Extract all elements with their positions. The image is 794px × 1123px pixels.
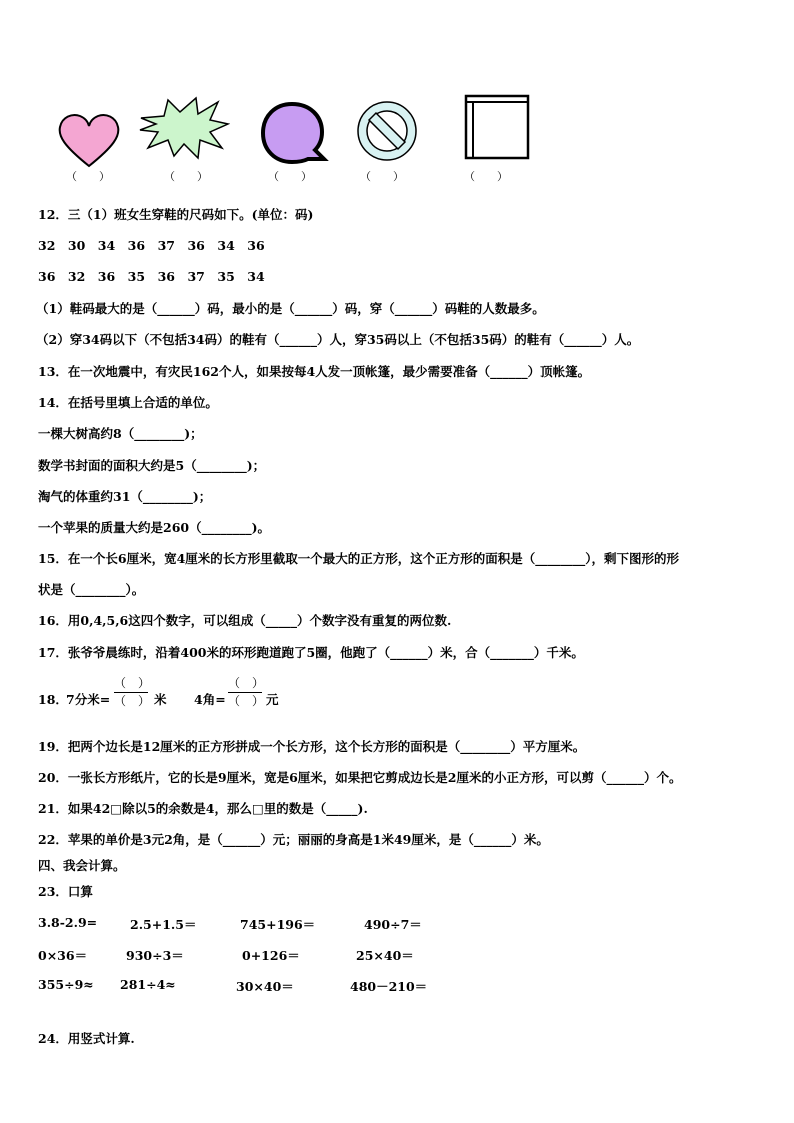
calc-r3-c1: 355÷9≈ (38, 977, 94, 992)
q12-sub1: （1）鞋码最大的是（______）码，最小的是（______）码，穿（______）码鞋的人数最多。 (36, 301, 545, 316)
q15-line1: 15．在一个长6厘米，宽4厘米的长方形里截取一个最大的正方形，这个正方形的面积是（________），剩下图形的形 (38, 551, 680, 566)
speech-bubble-shape-icon (258, 100, 330, 166)
q18-right-fraction-bar (228, 692, 262, 693)
frame-square-shape-icon (464, 94, 530, 160)
heart-shape-icon (54, 110, 124, 170)
q14-b: 数学书封面的面积大约是5（________)； (38, 458, 266, 473)
calc-r2-c1: 0×36＝ (38, 948, 88, 963)
q18-right-prefix: 4角= (194, 692, 226, 707)
calc-r3-c4: 480－210＝ (350, 979, 428, 994)
explosion-star-shape-icon (138, 96, 230, 160)
q12-row2: 36 32 36 35 36 37 35 34 (38, 269, 265, 284)
shape-answer-paren-1[interactable]: （ ） (66, 170, 110, 183)
q12-sub2: （2）穿34码以下（不包括34码）的鞋有（______）人，穿35码以上（不包括35码）的鞋有（______）人。 (36, 332, 640, 347)
q21: 21．如果42□除以5的余数是4，那么□里的数是（_____). (38, 801, 368, 816)
q18-label: 18． (38, 692, 68, 707)
q18-left-numerator[interactable]: （ ） (114, 676, 151, 690)
calc-r1-c3: 745+196＝ (240, 917, 316, 932)
q13: 13．在一次地震中，有灾民162个人，如果按每4人发一顶帐篷，最少需要准备（______）顶帐篷。 (38, 364, 591, 379)
q14-c: 淘气的体重约31（________)； (38, 489, 212, 504)
q16: 16．用0,4,5,6这四个数字，可以组成（_____）个数字没有重复的两位数. (38, 613, 452, 628)
calc-r2-c2: 930÷3＝ (126, 948, 184, 963)
q22: 22．苹果的单价是3元2角，是（______）元；丽丽的身高是1米49厘米，是（______）米。 (38, 832, 549, 847)
calc-r1-c2: 2.5+1.5＝ (130, 917, 197, 932)
calc-r2-c3: 0+126＝ (242, 948, 300, 963)
calc-r2-c4: 25×40＝ (356, 948, 414, 963)
q15-line2: 状是（________）。 (38, 582, 145, 597)
q12-stem: 12．三（1）班女生穿鞋的尺码如下。(单位：码) (38, 207, 314, 222)
calc-r3-c3: 30×40＝ (236, 979, 294, 994)
q18-right-fraction[interactable] (228, 676, 265, 709)
shape-answer-paren-2[interactable]: （ ） (164, 170, 208, 183)
calc-r3-c2: 281÷4≈ (120, 977, 176, 992)
q18-left-prefix: 7分米= (66, 692, 111, 707)
q24: 24．用竖式计算. (38, 1031, 135, 1046)
calc-r1-c1: 3.8-2.9= (38, 915, 98, 930)
q18-left-denominator[interactable]: （ ） (114, 694, 151, 708)
q18-right-numerator[interactable]: （ ） (228, 676, 265, 690)
shape-answer-paren-5[interactable]: （ ） (464, 170, 508, 183)
section4-heading: 四、我会计算。 (38, 858, 126, 873)
q17: 17．张爷爷晨练时，沿着400米的环形跑道跑了5圈，他跑了（______）米，合（_______）千米。 (38, 645, 584, 660)
q20: 20．一张长方形纸片，它的长是9厘米，宽是6厘米，如果把它剪成边长是2厘米的小正方形，可以剪（______）个。 (38, 770, 682, 785)
q18-left-fraction-bar (114, 692, 148, 693)
q12-row1: 32 30 34 36 37 36 34 36 (38, 238, 265, 253)
no-sign-shape-icon (354, 98, 420, 164)
q18-right-denominator[interactable]: （ ） (228, 694, 265, 708)
q14-d: 一个苹果的质量大约是260（________)。 (38, 520, 271, 535)
shape-answer-paren-3[interactable]: （ ） (268, 170, 312, 183)
shape-answer-paren-4[interactable]: （ ） (360, 170, 404, 183)
q14-a: 一棵大树高约8（________)； (38, 426, 203, 441)
q18-right-unit: 元 (266, 692, 279, 707)
q18-left-unit: 米 (154, 692, 167, 707)
q23-title: 23．口算 (38, 884, 93, 899)
calc-r1-c4: 490÷7＝ (364, 917, 422, 932)
q14-stem: 14．在括号里填上合适的单位。 (38, 395, 218, 410)
q18-left-fraction[interactable] (114, 676, 151, 709)
q19: 19．把两个边长是12厘米的正方形拼成一个长方形，这个长方形的面积是（________）平方厘米。 (38, 739, 586, 754)
